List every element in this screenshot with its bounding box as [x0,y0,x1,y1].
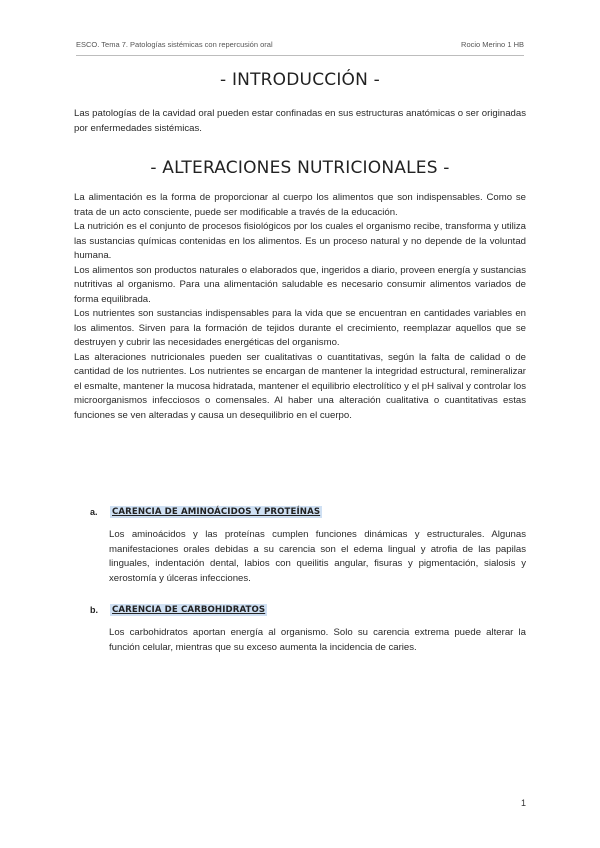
section-amino-acids [90,506,526,586]
page-number: 1 [520,798,526,808]
header-course-title: ESCO. Tema 7. Patologías sistémicas con repercusión oral [76,40,273,49]
section-title: CARENCIA DE CARBOHIDRATOS [112,605,266,615]
intro-heading: - INTRODUCCIÓN - [220,70,380,90]
nutrition-paragraph-5: Las alteraciones nutricionales pueden ser cualitativas o cuantitativas, según la falta de calidad o de cantidad de los nutrientes. Los nutrientes se encargan de mantener la integridad estructural, remineralizar el esmalte, mantener la mucosa hidratada, mantener el equilibrio electrolítico y el pH salival y controlar los microorganismos infecciosos o comensales. Al haber una alteración cualitativa o cuantitativas estas funciones se ven alteradas y causa un desequilibrio en el cuerpo. [74,351,526,421]
intro-paragraph: Las patologías de la cavidad oral pueden estar confinadas en sus estructuras anatómicas o ser originadas por enfermedades sistémicas. [74,108,526,134]
nutrition-body [74,191,526,423]
nutrition-paragraph-1: La alimentación es la forma de proporcionar al cuerpo los alimentos que son indispensables. Como se trata de un acto consciente, puede ser modificable a través de la educación. [74,192,526,218]
section-heading [90,604,526,616]
nutrition-paragraph-4: Los nutrientes son sustancias indispensables para la vida que se encuentran en cantidades variables en los alimentos. Sirven para la formación de tejidos durante el crecimiento, reemplazar aquellos que se destruyen y cubrir las necesidades energéticas del organismo. [74,308,526,348]
section-text: Los aminoácidos y las proteínas cumplen funciones dinámicas y estructurales. Algunas manifestaciones orales debidas a su carencia son el edema lingual y atrofia de las papilas linguales, indentación dental, labios con queilitis angular, fisuras y pigmentación, sialosis y xerostomía y úlceras infecciones. [109,529,526,584]
section-letter: a. [90,507,98,517]
nutrition-paragraph-2: La nutrición es el conjunto de procesos fisiológicos por los cuales el organismo recibe, transforma y utiliza las sustancias químicas contenidas en los alimentos. Es un proceso natural y no depende de la voluntad humana. [74,221,526,261]
section-title: CARENCIA DE AMINOÁCIDOS Y PROTEÍNAS [112,507,321,517]
section-carbohydrates [90,604,526,655]
section-heading [90,506,526,518]
nutrition-heading: - ALTERACIONES NUTRICIONALES - [150,158,450,178]
page-header [76,40,524,56]
nutrition-paragraph-3: Los alimentos son productos naturales o elaborados que, ingeridos a diario, proveen energía y sustancias nutritivas al organismo. Para una alimentación saludable es necesario consumir alimentos variados de forma equilibrada. [74,264,526,305]
section-text: Los carbohidratos aportan energía al organismo. Solo su carencia extrema puede alterar la función celular, mientras que su exceso aumenta la incidencia de caries. [109,627,526,653]
section-letter: b. [90,605,98,615]
header-author: Rocio Merino 1 HB [461,40,524,49]
